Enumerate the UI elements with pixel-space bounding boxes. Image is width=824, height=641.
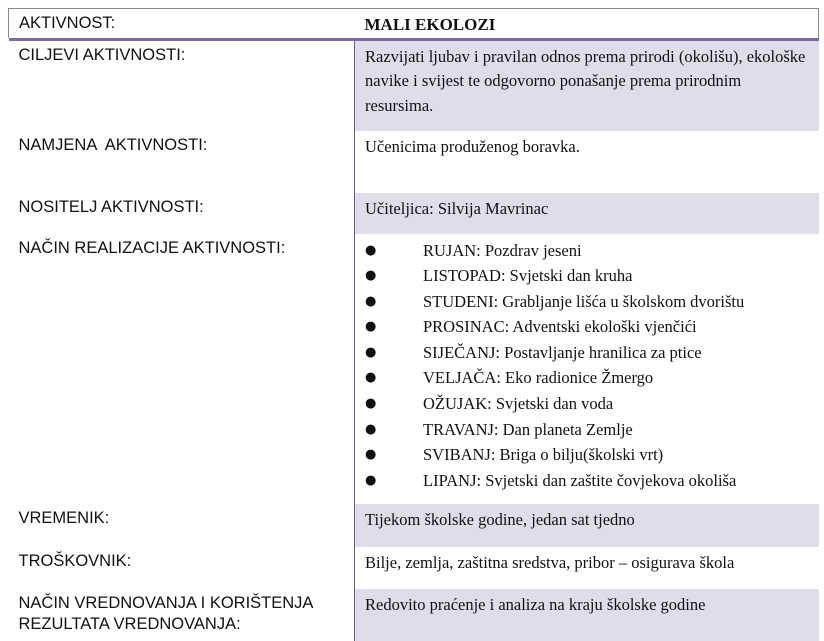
activity-schedule-list — [365, 238, 809, 494]
row-value — [355, 234, 819, 504]
header-row — [9, 9, 819, 38]
list-item — [365, 391, 809, 417]
row-vrednovanje — [9, 589, 819, 641]
row-vremenik — [9, 504, 819, 547]
list-item — [365, 263, 809, 289]
row-value: Bilje, zemlja, zaštitna sredstva, pribor – osigurava škola — [365, 552, 735, 572]
bullet-icon: ● — [365, 370, 377, 386]
bullet-icon: ● — [365, 319, 377, 335]
list-item-text: VELJAČA: Eko radionice Žmergo — [423, 368, 654, 388]
row-label: NAČIN VREDNOVANJA I KORIŠTENJA REZULTATA VREDNOVANJA: — [9, 589, 355, 641]
row-value: Učiteljica: Silvija Mavrinac — [355, 193, 819, 234]
bullet-icon: ● — [365, 293, 377, 309]
bullet-icon: ● — [365, 472, 377, 488]
list-item-text: LISTOPAD: Svjetski dan kruha — [423, 266, 633, 286]
list-item — [365, 365, 809, 391]
row-label: VREMENIK: — [9, 504, 355, 547]
row-ciljevi — [9, 41, 819, 131]
bullet-icon: ● — [365, 421, 377, 437]
list-item-text: PROSINAC: Adventski ekološki vjenčići — [423, 317, 697, 337]
row-label: TROŠKOVNIK: — [9, 547, 355, 589]
list-item-text: TRAVANJ: Dan planeta Zemlje — [423, 419, 633, 439]
row-value: Učenicima produženog boravka. — [365, 136, 580, 156]
list-item — [365, 289, 809, 315]
bullet-icon: ● — [365, 344, 377, 360]
list-item — [365, 238, 809, 264]
list-item-text: LIPANJ: Svjetski dan zaštite čovjekova okoliša — [423, 470, 737, 490]
bullet-icon: ● — [365, 242, 377, 258]
row-value: Redovito praćenje i analiza na kraju školske godine — [355, 589, 819, 641]
list-item-text: SVIBANJ: Briga o bilju(školski vrt) — [423, 445, 664, 465]
list-item-text: RUJAN: Pozdrav jeseni — [423, 240, 582, 260]
list-item-text: STUDENI: Grabljanje lišća u školskom dvorištu — [423, 291, 745, 311]
list-item — [365, 442, 809, 468]
list-item-text: SIJEČANJ: Postavljanje hranilica za ptice — [423, 342, 702, 362]
row-namjena — [9, 131, 819, 193]
row-nositelj — [9, 193, 819, 234]
list-item — [365, 417, 809, 443]
row-nacin-realizacije — [9, 234, 819, 504]
row-label: CILJEVI AKTIVNOSTI: — [9, 41, 355, 131]
activity-document — [8, 8, 818, 641]
row-value: Tijekom školske godine, jedan sat tjedno — [355, 504, 819, 547]
row-value: Razvijati ljubav i pravilan odnos prema prirodi (okolišu), ekološke navike i svijest te odgovorno ponašanje prema prirodnim resursima. — [355, 41, 819, 131]
header-label: AKTIVNOST: — [9, 9, 355, 38]
row-label: NOSITELJ AKTIVNOSTI: — [9, 193, 355, 234]
list-item — [365, 340, 809, 366]
bullet-icon: ● — [365, 268, 377, 284]
list-item — [365, 314, 809, 340]
row-label: NAMJENA AKTIVNOSTI: — [9, 131, 355, 193]
row-troskovnik — [9, 547, 819, 589]
activity-table — [8, 8, 819, 641]
bullet-icon: ● — [365, 447, 377, 463]
activity-title: MALI EKOLOZI — [355, 9, 819, 38]
list-item-text: OŽUJAK: Svjetski dan voda — [423, 394, 614, 414]
list-item — [365, 468, 809, 494]
bullet-icon: ● — [365, 396, 377, 412]
row-label: NAČIN REALIZACIJE AKTIVNOSTI: — [9, 234, 355, 504]
